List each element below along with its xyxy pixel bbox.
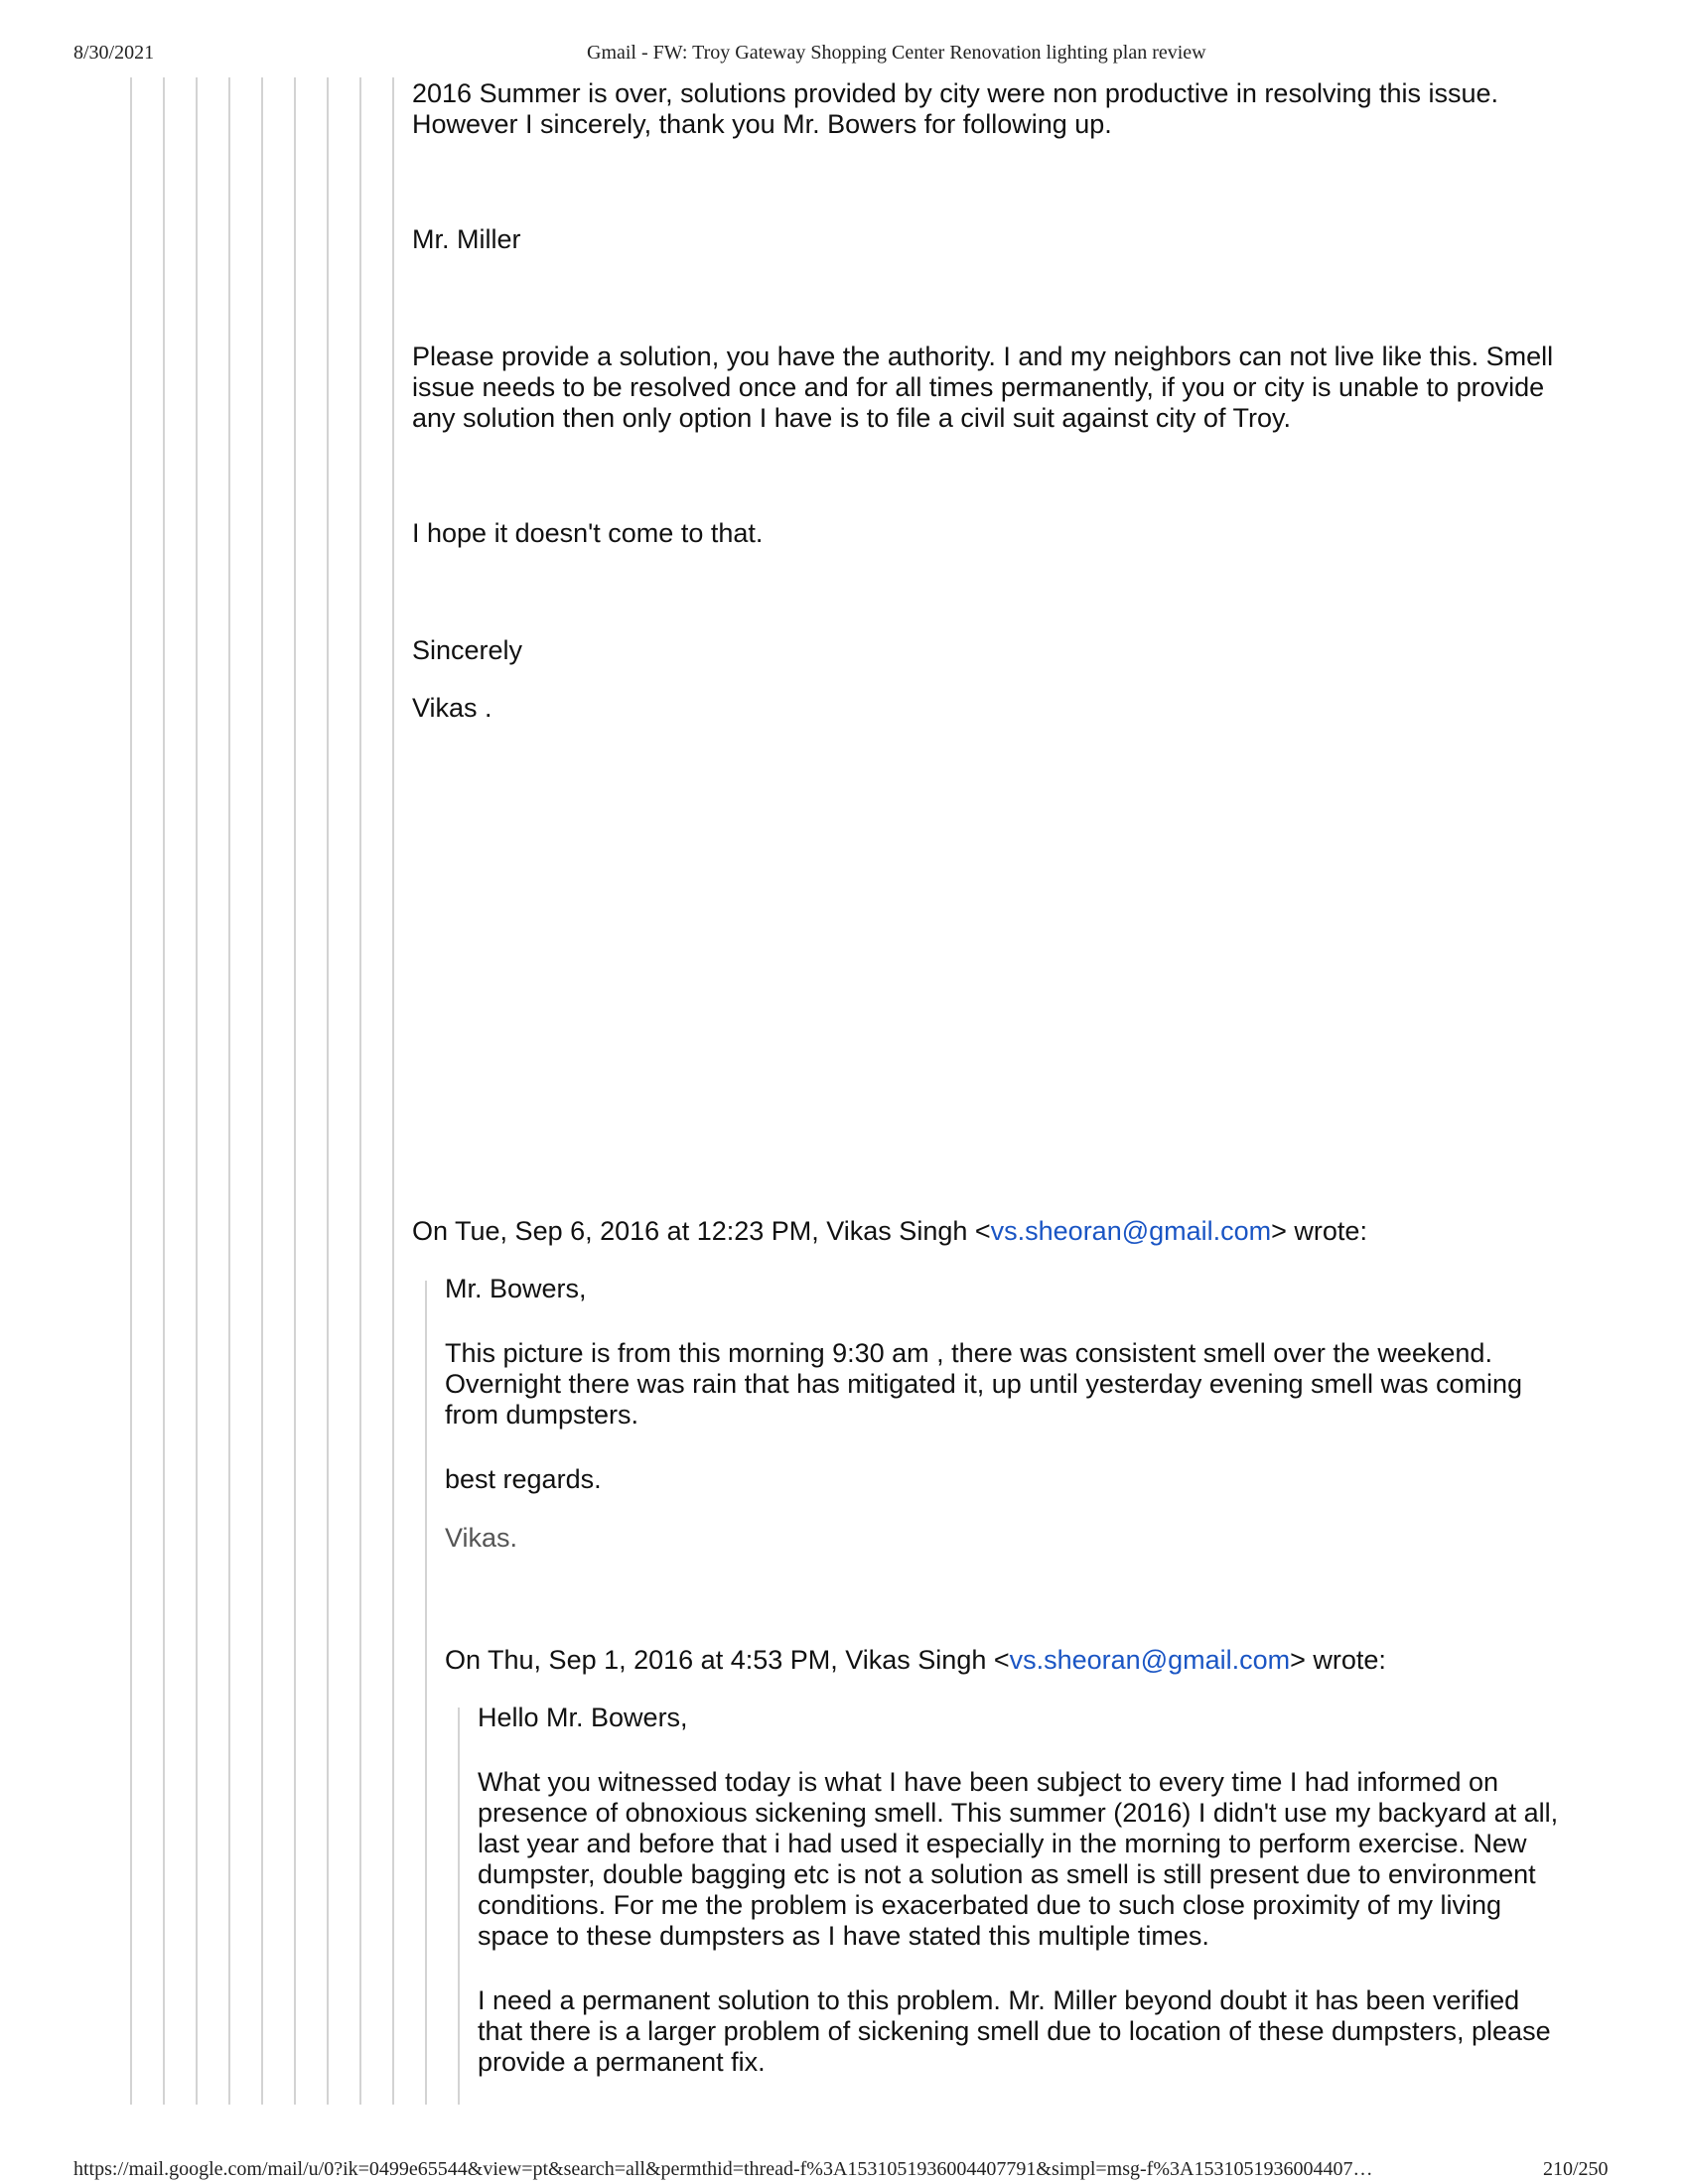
print-date: 8/30/2021 — [73, 42, 155, 64]
quote-bar — [392, 77, 394, 2105]
page-url: https://mail.google.com/mail/u/0?ik=0499e65544&view=pt&search=all&permthid=thread-f%3A1531051936004407791&simpl=msg-f%3A1531051936004407… — [73, 2158, 1373, 2180]
email-link[interactable]: vs.sheoran@gmail.com — [990, 1216, 1272, 1246]
body-paragraph: Mr. Miller — [412, 224, 521, 254]
quote-bar — [359, 77, 361, 2105]
body-paragraph: 2016 Summer is over, solutions provided by city were non productive in resolving this issue. However I sincerely, thank you Mr. Bowers for following up. — [412, 78, 1499, 139]
page-title: Gmail - FW: Troy Gateway Shopping Center Renovation lighting plan review — [587, 42, 1206, 64]
page-number: 210/250 — [1543, 2158, 1609, 2180]
quote-bar — [261, 77, 263, 2105]
quote-regards: best regards. — [445, 1464, 602, 1494]
quote-paragraph: This picture is from this morning 9:30 am , there was consistent smell over the weekend. Overnight there was rain that has mitigated it, up until yesterday evening smell was coming from dumpsters. — [445, 1338, 1523, 1430]
quote-signature: Vikas. — [445, 1523, 518, 1553]
email-link[interactable]: vs.sheoran@gmail.com — [1009, 1645, 1291, 1675]
quote-bar — [458, 1707, 460, 2105]
quote-bar — [130, 77, 132, 2105]
quote-bar — [228, 77, 230, 2105]
signature: Vikas . — [412, 693, 492, 723]
signoff: Sincerely — [412, 635, 523, 665]
quote-bar — [327, 77, 329, 2105]
body-paragraph: Please provide a solution, you have the authority. I and my neighbors can not live like this. Smell issue needs to be resolved once and for all times permanently, if you or city is unable to provide any solution then only option I have is to file a civil suit against city of Troy. — [412, 341, 1554, 433]
quote-attribution: On Tue, Sep 6, 2016 at 12:23 PM, Vikas Singh <vs.sheoran@gmail.com> wrote: — [412, 1216, 1367, 1246]
quote-bar — [425, 1281, 427, 2105]
quote-attribution: On Thu, Sep 1, 2016 at 4:53 PM, Vikas Singh <vs.sheoran@gmail.com> wrote: — [445, 1645, 1386, 1675]
quote-bar — [163, 77, 165, 2105]
quote-bar — [294, 77, 296, 2105]
quote-paragraph: I need a permanent solution to this problem. Mr. Miller beyond doubt it has been verified that there is a larger problem of sickening smell due to location of these dumpsters, please provide a permanent fix. — [478, 1985, 1551, 2077]
quote-paragraph: What you witnessed today is what I have been subject to every time I had informed on presence of obnoxious sickening smell. This summer (2016) I didn't use my backyard at all, last year and before that i had used it especially in the morning to perform exercise. New dumpster, double bagging etc is not a solution as smell is still present due to environment conditions. For me the problem is exacerbated due to such close proximity of my living space to these dumpsters as I have stated this multiple times. — [478, 1767, 1559, 1951]
quote-greeting: Hello Mr. Bowers, — [478, 1703, 688, 1732]
quote-greeting: Mr. Bowers, — [445, 1274, 587, 1303]
body-paragraph: I hope it doesn't come to that. — [412, 518, 764, 548]
quote-bar — [196, 77, 198, 2105]
